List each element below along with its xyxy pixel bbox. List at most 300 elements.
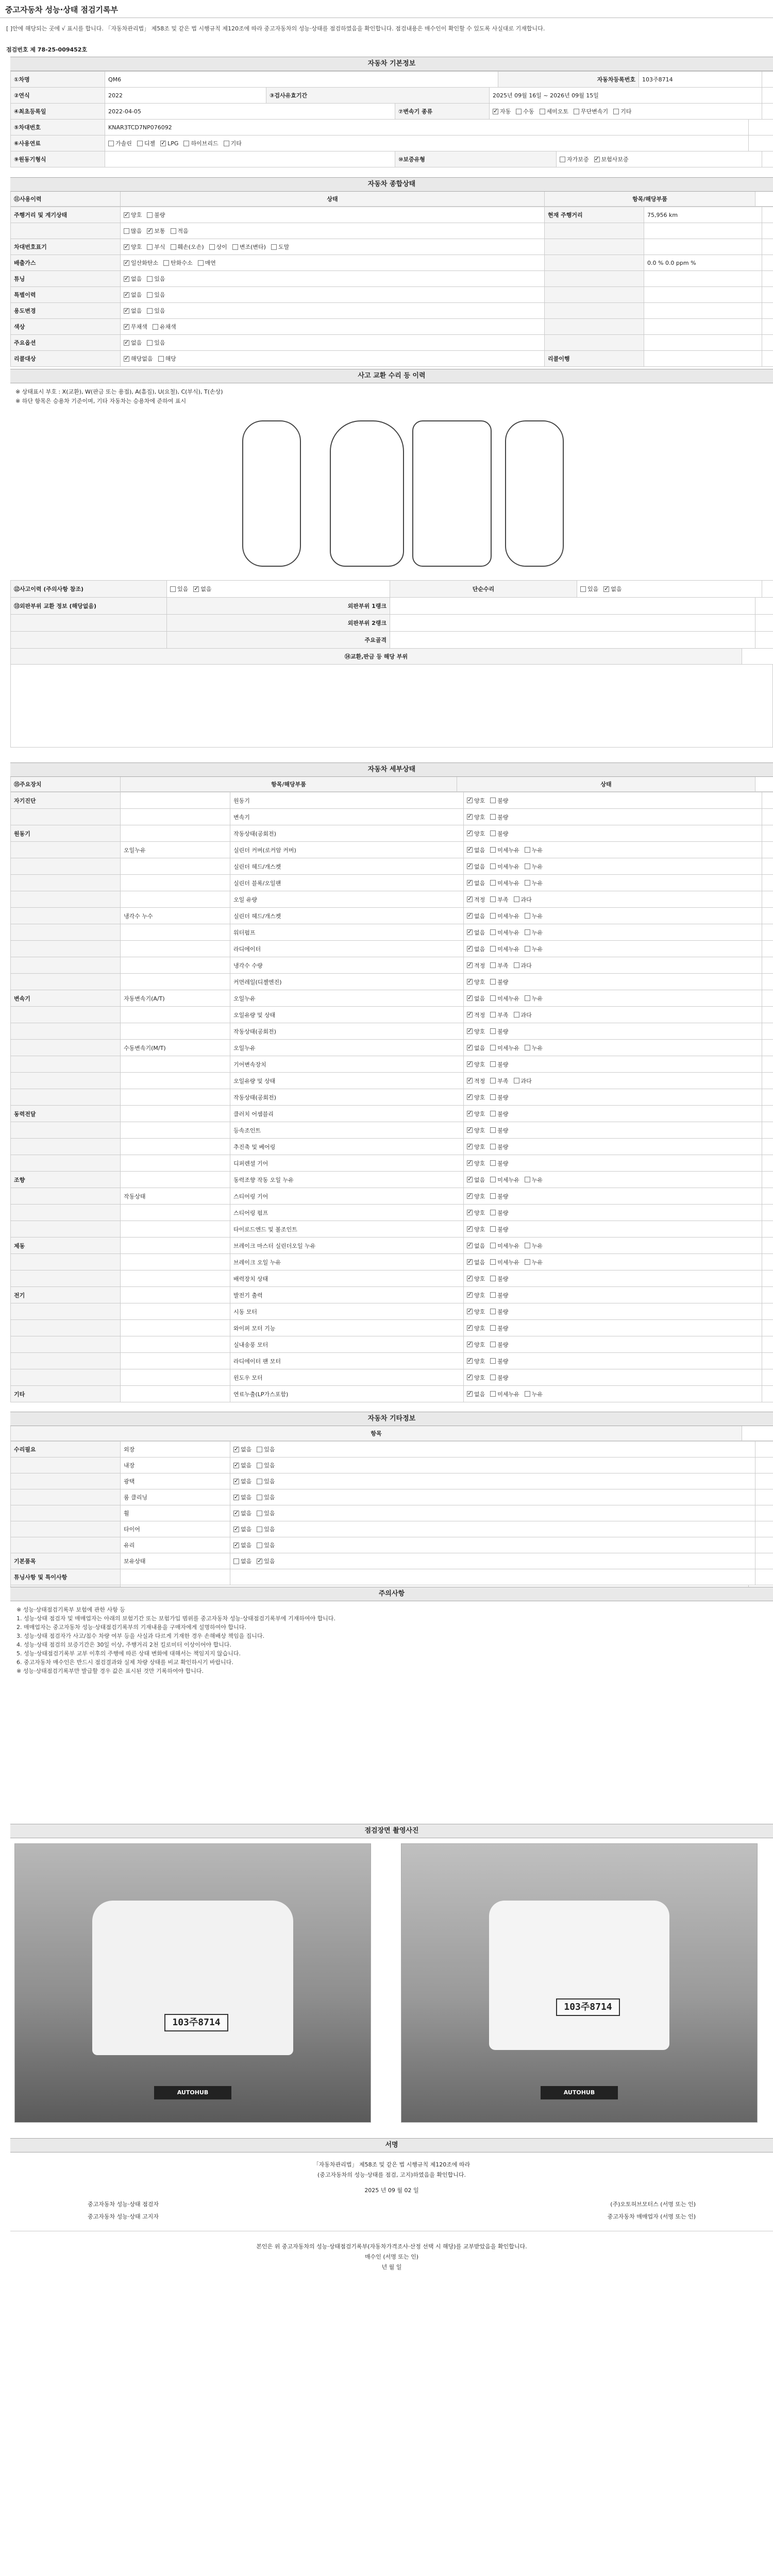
checkbox-option[interactable] (233, 1525, 251, 1533)
checkbox-option[interactable] (525, 862, 543, 871)
checkbox-icon[interactable] (124, 292, 129, 298)
checkbox-icon[interactable] (467, 962, 473, 968)
checkbox-option[interactable] (490, 1011, 508, 1019)
checkbox-icon[interactable] (467, 1210, 473, 1215)
checkbox-option[interactable] (467, 862, 485, 871)
checkbox-option[interactable] (467, 1143, 485, 1151)
checkbox-icon[interactable] (467, 1325, 473, 1331)
checkbox-icon[interactable] (467, 1226, 473, 1232)
checkbox-icon[interactable] (467, 979, 473, 985)
checkbox-option[interactable] (490, 1060, 508, 1069)
checkbox-option[interactable] (124, 354, 153, 363)
checkbox-icon[interactable] (490, 1193, 496, 1199)
checkbox-option[interactable] (467, 1110, 485, 1118)
checkbox-icon[interactable] (594, 157, 600, 162)
checkbox-icon[interactable] (490, 1012, 496, 1018)
checkbox-option[interactable] (193, 585, 211, 593)
checkbox-option[interactable] (467, 1374, 485, 1382)
checkbox-option[interactable] (467, 1176, 485, 1184)
checkbox-option[interactable] (467, 895, 485, 904)
checkbox-icon[interactable] (580, 586, 586, 592)
checkbox-icon[interactable] (124, 260, 129, 266)
checkbox-option[interactable] (490, 928, 519, 937)
checkbox-icon[interactable] (490, 1309, 496, 1314)
checkbox-option[interactable] (124, 227, 142, 235)
checkbox-icon[interactable] (467, 1309, 473, 1314)
checkbox-option[interactable] (514, 1077, 532, 1085)
checkbox-icon[interactable] (171, 244, 176, 250)
checkbox-option[interactable] (514, 895, 532, 904)
checkbox-option[interactable] (540, 107, 569, 115)
checkbox-option[interactable] (170, 585, 188, 593)
checkbox-icon[interactable] (233, 1527, 239, 1532)
detail-state (464, 957, 762, 973)
checkbox-icon[interactable] (467, 1391, 473, 1397)
checkbox-option[interactable] (124, 275, 142, 283)
checkbox-icon[interactable] (490, 913, 496, 919)
checkbox-icon[interactable] (233, 1558, 239, 1564)
checkbox-option[interactable] (525, 879, 543, 887)
checkbox-icon[interactable] (516, 109, 522, 114)
checkbox-icon[interactable] (514, 1012, 519, 1018)
checkbox-option[interactable] (490, 846, 519, 854)
checkbox-icon[interactable] (490, 1391, 496, 1397)
checkbox-icon[interactable] (467, 929, 473, 935)
checkbox-option[interactable] (124, 243, 142, 251)
checkbox-icon[interactable] (490, 1325, 496, 1331)
checkbox-icon[interactable] (467, 1342, 473, 1347)
checkbox-option[interactable] (467, 928, 485, 937)
checkbox-icon[interactable] (467, 1276, 473, 1281)
checkbox-option[interactable] (124, 323, 147, 331)
checkbox-option[interactable] (490, 1291, 508, 1299)
checkbox-option[interactable] (467, 1258, 485, 1266)
checkbox-option[interactable] (233, 1541, 251, 1549)
checkbox-option[interactable] (490, 1126, 508, 1134)
checkbox-option[interactable] (467, 1027, 485, 1036)
checkbox-option[interactable] (147, 275, 165, 283)
checkbox-option[interactable] (171, 227, 189, 235)
checkbox-icon[interactable] (493, 109, 498, 114)
checkbox-option[interactable] (467, 1044, 485, 1052)
checkbox-option[interactable] (493, 107, 511, 115)
checkbox-icon[interactable] (124, 324, 129, 330)
checkbox-icon[interactable] (490, 946, 496, 952)
checkbox-option[interactable] (514, 961, 532, 970)
checkbox-option[interactable] (490, 862, 519, 871)
checkbox-option[interactable] (490, 978, 508, 986)
checkbox-icon[interactable] (233, 1511, 239, 1516)
checkbox-option[interactable] (467, 961, 485, 970)
checkbox-icon[interactable] (153, 324, 158, 330)
checkbox-option[interactable] (233, 1461, 251, 1469)
checkbox-option[interactable] (574, 107, 608, 115)
checkbox-icon[interactable] (574, 109, 579, 114)
checkbox-option[interactable] (580, 585, 598, 593)
checkbox-icon[interactable] (525, 1259, 530, 1265)
checkbox-icon[interactable] (490, 1276, 496, 1281)
checkbox-option[interactable] (467, 1192, 485, 1200)
checkbox-icon[interactable] (490, 1342, 496, 1347)
checkbox-icon[interactable] (467, 880, 473, 886)
checkbox-icon[interactable] (124, 276, 129, 282)
checkbox-option[interactable] (233, 1445, 251, 1453)
checkbox-option[interactable] (490, 1242, 519, 1250)
checkbox-option[interactable] (490, 1324, 508, 1332)
checkbox-option[interactable] (233, 1509, 251, 1517)
checkbox-icon[interactable] (467, 1259, 473, 1265)
checkbox-option[interactable] (147, 211, 165, 219)
checkbox-icon[interactable] (198, 260, 204, 266)
checkbox-option[interactable] (224, 139, 242, 147)
checkbox-option[interactable] (490, 829, 508, 838)
checkbox-option[interactable] (490, 796, 508, 805)
checkbox-icon[interactable] (490, 1375, 496, 1380)
checkbox-option[interactable] (467, 978, 485, 986)
checkbox-icon[interactable] (467, 1177, 473, 1182)
checkbox-option[interactable] (525, 1390, 543, 1398)
checkbox-icon[interactable] (147, 228, 153, 234)
checkbox-option[interactable] (467, 1242, 485, 1250)
checkbox-icon[interactable] (467, 1375, 473, 1380)
checkbox-option[interactable] (490, 1192, 508, 1200)
checkbox-option[interactable] (490, 1308, 508, 1316)
checkbox-option[interactable] (490, 945, 519, 953)
checkbox-icon[interactable] (490, 831, 496, 836)
checkbox-icon[interactable] (467, 1160, 473, 1166)
checkbox-option[interactable] (147, 307, 165, 315)
checkbox-option[interactable] (467, 1093, 485, 1101)
checkbox-icon[interactable] (467, 847, 473, 853)
checkbox-option[interactable] (490, 1093, 508, 1101)
checkbox-option[interactable] (232, 243, 266, 251)
checkbox-option[interactable] (467, 1011, 485, 1019)
checkbox-icon[interactable] (124, 228, 129, 234)
checkbox-option[interactable] (257, 1461, 275, 1469)
checkbox-option[interactable] (124, 259, 158, 267)
checkbox-icon[interactable] (147, 340, 153, 346)
checkbox-icon[interactable] (467, 1127, 473, 1133)
checkbox-icon[interactable] (514, 962, 519, 968)
checkbox-option[interactable] (490, 1341, 508, 1349)
checkbox-option[interactable] (233, 1493, 251, 1501)
checkbox-icon[interactable] (163, 260, 169, 266)
checkbox-icon[interactable] (233, 1447, 239, 1452)
checkbox-option[interactable] (467, 796, 485, 805)
checkbox-option[interactable] (490, 895, 508, 904)
checkbox-option[interactable] (147, 338, 165, 347)
checkbox-option[interactable] (163, 259, 193, 267)
checkbox-icon[interactable] (467, 896, 473, 902)
checkbox-icon[interactable] (467, 1358, 473, 1364)
checkbox-option[interactable] (467, 912, 485, 920)
checkbox-icon[interactable] (183, 141, 189, 146)
checkbox-icon[interactable] (224, 141, 229, 146)
checkbox-icon[interactable] (160, 141, 166, 146)
checkbox-option[interactable] (124, 338, 142, 347)
checkbox-option[interactable] (467, 879, 485, 887)
checkbox-option[interactable] (467, 1225, 485, 1233)
checkbox-icon[interactable] (467, 1193, 473, 1199)
checkbox-option[interactable] (490, 1044, 519, 1052)
checkbox-icon[interactable] (490, 1259, 496, 1265)
checkbox-icon[interactable] (124, 308, 129, 314)
checkbox-icon[interactable] (257, 1527, 262, 1532)
checkbox-icon[interactable] (158, 356, 164, 362)
checkbox-icon[interactable] (490, 1028, 496, 1034)
checkbox-icon[interactable] (490, 847, 496, 853)
checkbox-option[interactable] (137, 139, 155, 147)
checkbox-icon[interactable] (124, 356, 129, 362)
checkbox-option[interactable] (490, 1225, 508, 1233)
checkbox-icon[interactable] (490, 1292, 496, 1298)
checkbox-option[interactable] (124, 291, 142, 299)
checkbox-icon[interactable] (490, 1226, 496, 1232)
checkbox-option[interactable] (490, 1077, 508, 1085)
checkbox-icon[interactable] (147, 212, 153, 218)
checkbox-option[interactable] (525, 846, 543, 854)
checkbox-icon[interactable] (560, 157, 565, 162)
checkbox-option[interactable] (490, 1209, 508, 1217)
checkbox-icon[interactable] (525, 929, 530, 935)
checkbox-icon[interactable] (490, 995, 496, 1001)
checkbox-option[interactable] (160, 140, 178, 147)
checkbox-icon[interactable] (147, 292, 153, 298)
checkbox-icon[interactable] (467, 1111, 473, 1116)
checkbox-option[interactable] (490, 1258, 519, 1266)
checkbox-icon[interactable] (467, 1144, 473, 1149)
checkbox-option[interactable] (490, 1143, 508, 1151)
checkbox-icon[interactable] (147, 244, 153, 250)
checkbox-option[interactable] (467, 1275, 485, 1283)
checkbox-option[interactable] (490, 1176, 519, 1184)
checkbox-option[interactable] (467, 1209, 485, 1217)
checkbox-option[interactable] (490, 1110, 508, 1118)
checkbox-option[interactable] (490, 879, 519, 887)
checkbox-option[interactable] (490, 1159, 508, 1167)
checkbox-option[interactable] (147, 291, 165, 299)
checkbox-icon[interactable] (490, 1160, 496, 1166)
checkbox-option[interactable] (467, 1077, 485, 1085)
checkbox-icon[interactable] (124, 212, 129, 218)
checkbox-option[interactable] (613, 107, 631, 115)
checkbox-option[interactable] (271, 243, 289, 251)
checkbox-option[interactable] (209, 243, 227, 251)
checkbox-option[interactable] (490, 994, 519, 1003)
checkbox-icon[interactable] (490, 1144, 496, 1149)
checkbox-icon[interactable] (490, 1127, 496, 1133)
checkbox-icon[interactable] (257, 1479, 262, 1484)
checkbox-icon[interactable] (257, 1463, 262, 1468)
checkbox-option[interactable] (108, 139, 132, 147)
checkbox-option[interactable] (525, 945, 543, 953)
checkbox-option[interactable] (257, 1525, 275, 1533)
checkbox-option[interactable] (257, 1509, 275, 1517)
checkbox-icon[interactable] (490, 1078, 496, 1083)
checkbox-option[interactable] (257, 1477, 275, 1485)
checkbox-option[interactable] (467, 945, 485, 953)
checkbox-icon[interactable] (525, 863, 530, 869)
checkbox-icon[interactable] (490, 1358, 496, 1364)
checkbox-icon[interactable] (490, 929, 496, 935)
checkbox-option[interactable] (490, 1275, 508, 1283)
checkbox-icon[interactable] (603, 586, 609, 592)
checkbox-option[interactable] (257, 1541, 275, 1549)
checkbox-option[interactable] (153, 323, 176, 331)
checkbox-option[interactable] (490, 912, 519, 920)
checkbox-icon[interactable] (525, 1243, 530, 1248)
checkbox-option[interactable] (467, 1308, 485, 1316)
checkbox-option[interactable] (183, 139, 218, 147)
checkbox-icon[interactable] (467, 1243, 473, 1248)
checkbox-option[interactable] (198, 259, 216, 267)
checkbox-icon[interactable] (525, 1391, 530, 1397)
checkbox-option[interactable] (147, 243, 165, 251)
checkbox-icon[interactable] (108, 141, 114, 146)
checkbox-option[interactable] (233, 1557, 251, 1565)
overall-section (10, 177, 773, 367)
checkbox-icon[interactable] (467, 1094, 473, 1100)
checkbox-icon[interactable] (467, 913, 473, 919)
checkbox-option[interactable] (467, 1341, 485, 1349)
checkbox-icon[interactable] (613, 109, 619, 114)
checkbox-option[interactable] (257, 1557, 275, 1565)
checkbox-icon[interactable] (232, 244, 238, 250)
checkbox-option[interactable] (467, 1324, 485, 1332)
checkbox-option[interactable] (525, 912, 543, 920)
checkbox-icon[interactable] (233, 1463, 239, 1468)
checkbox-icon[interactable] (490, 1061, 496, 1067)
checkbox-icon[interactable] (233, 1495, 239, 1500)
checkbox-icon[interactable] (490, 1045, 496, 1050)
checkbox-option[interactable] (525, 1242, 543, 1250)
checkbox-icon[interactable] (525, 847, 530, 853)
checkbox-icon[interactable] (233, 1479, 239, 1484)
checkbox-icon[interactable] (147, 308, 153, 314)
checkbox-icon[interactable] (514, 1078, 519, 1083)
checkbox-icon[interactable] (467, 863, 473, 869)
checkbox-icon[interactable] (490, 1210, 496, 1215)
checkbox-option[interactable] (490, 1374, 508, 1382)
checkbox-icon[interactable] (171, 228, 176, 234)
checkbox-option[interactable] (257, 1445, 275, 1453)
checkbox-icon[interactable] (525, 1045, 530, 1050)
checkbox-icon[interactable] (193, 586, 199, 592)
checkbox-option[interactable] (525, 928, 543, 937)
checkbox-icon[interactable] (525, 995, 530, 1001)
checkbox-option[interactable] (467, 829, 485, 838)
checkbox-option[interactable] (525, 1258, 543, 1266)
checkbox-icon[interactable] (490, 896, 496, 902)
checkbox-icon[interactable] (490, 863, 496, 869)
checkbox-icon[interactable] (490, 962, 496, 968)
checkbox-icon[interactable] (490, 1111, 496, 1116)
checkbox-icon[interactable] (257, 1558, 262, 1564)
checkbox-icon[interactable] (490, 1243, 496, 1248)
checkbox-icon[interactable] (233, 1543, 239, 1548)
checkbox-option[interactable] (490, 1390, 519, 1398)
checkbox-option[interactable] (560, 155, 589, 163)
checkbox-option[interactable] (467, 813, 485, 821)
checkbox-icon[interactable] (490, 979, 496, 985)
checkbox-icon[interactable] (467, 1061, 473, 1067)
checkbox-option[interactable] (594, 155, 629, 163)
checkbox-icon[interactable] (525, 946, 530, 952)
checkbox-option[interactable] (467, 1390, 485, 1398)
checkbox-option[interactable] (490, 1357, 508, 1365)
checkbox-icon[interactable] (271, 244, 277, 250)
checkbox-icon[interactable] (467, 1292, 473, 1298)
checkbox-icon[interactable] (209, 244, 215, 250)
checkbox-option[interactable] (525, 1176, 543, 1184)
checkbox-option[interactable] (490, 961, 508, 970)
checkbox-option[interactable] (490, 813, 508, 821)
checkbox-icon[interactable] (490, 1094, 496, 1100)
checkbox-option[interactable] (467, 846, 485, 854)
checkbox-icon[interactable] (137, 141, 143, 146)
checkbox-icon[interactable] (490, 798, 496, 803)
checkbox-icon[interactable] (124, 340, 129, 346)
checkbox-option[interactable] (257, 1493, 275, 1501)
checkbox-option[interactable] (158, 354, 176, 363)
checkbox-option[interactable] (147, 227, 165, 235)
checkbox-icon[interactable] (467, 814, 473, 820)
checkbox-icon[interactable] (467, 831, 473, 836)
checkbox-option[interactable] (124, 211, 142, 219)
checkbox-icon[interactable] (147, 276, 153, 282)
checkbox-option[interactable] (467, 994, 485, 1003)
checkbox-icon[interactable] (514, 896, 519, 902)
checkbox-option[interactable] (514, 1011, 532, 1019)
checkbox-option[interactable] (467, 1060, 485, 1069)
checkbox-option[interactable] (516, 107, 534, 115)
detail-sub (121, 1139, 230, 1155)
checkbox-icon[interactable] (525, 880, 530, 886)
checkbox-option[interactable] (233, 1477, 251, 1485)
checkbox-icon[interactable] (467, 798, 473, 803)
checkbox-icon[interactable] (467, 1012, 473, 1018)
checkbox-icon[interactable] (467, 1078, 473, 1083)
checkbox-option[interactable] (525, 994, 543, 1003)
checkbox-option[interactable] (603, 585, 621, 593)
checkbox-icon[interactable] (525, 913, 530, 919)
checkbox-option[interactable] (467, 1357, 485, 1365)
checkbox-icon[interactable] (467, 1028, 473, 1034)
checkbox-icon[interactable] (257, 1543, 262, 1548)
checkbox-option[interactable] (171, 243, 204, 251)
checkbox-icon[interactable] (525, 1177, 530, 1182)
checkbox-label: 양호 (474, 1193, 485, 1200)
checkbox-icon[interactable] (490, 814, 496, 820)
checkbox-icon[interactable] (257, 1511, 262, 1516)
checkbox-icon[interactable] (540, 109, 545, 114)
checkbox-option[interactable] (467, 1126, 485, 1134)
checkbox-option[interactable] (124, 307, 142, 315)
checkbox-icon[interactable] (467, 946, 473, 952)
checkbox-option[interactable] (525, 1044, 543, 1052)
checkbox-icon[interactable] (467, 995, 473, 1001)
checkbox-icon[interactable] (257, 1447, 262, 1452)
checkbox-icon[interactable] (257, 1495, 262, 1500)
checkbox-option[interactable] (467, 1291, 485, 1299)
checkbox-icon[interactable] (170, 586, 176, 592)
checkbox-icon[interactable] (490, 1177, 496, 1182)
checkbox-option[interactable] (467, 1159, 485, 1167)
checkbox-icon[interactable] (490, 880, 496, 886)
checkbox-option[interactable] (490, 1027, 508, 1036)
checkbox-icon[interactable] (124, 244, 129, 250)
checkbox-icon[interactable] (467, 1045, 473, 1050)
